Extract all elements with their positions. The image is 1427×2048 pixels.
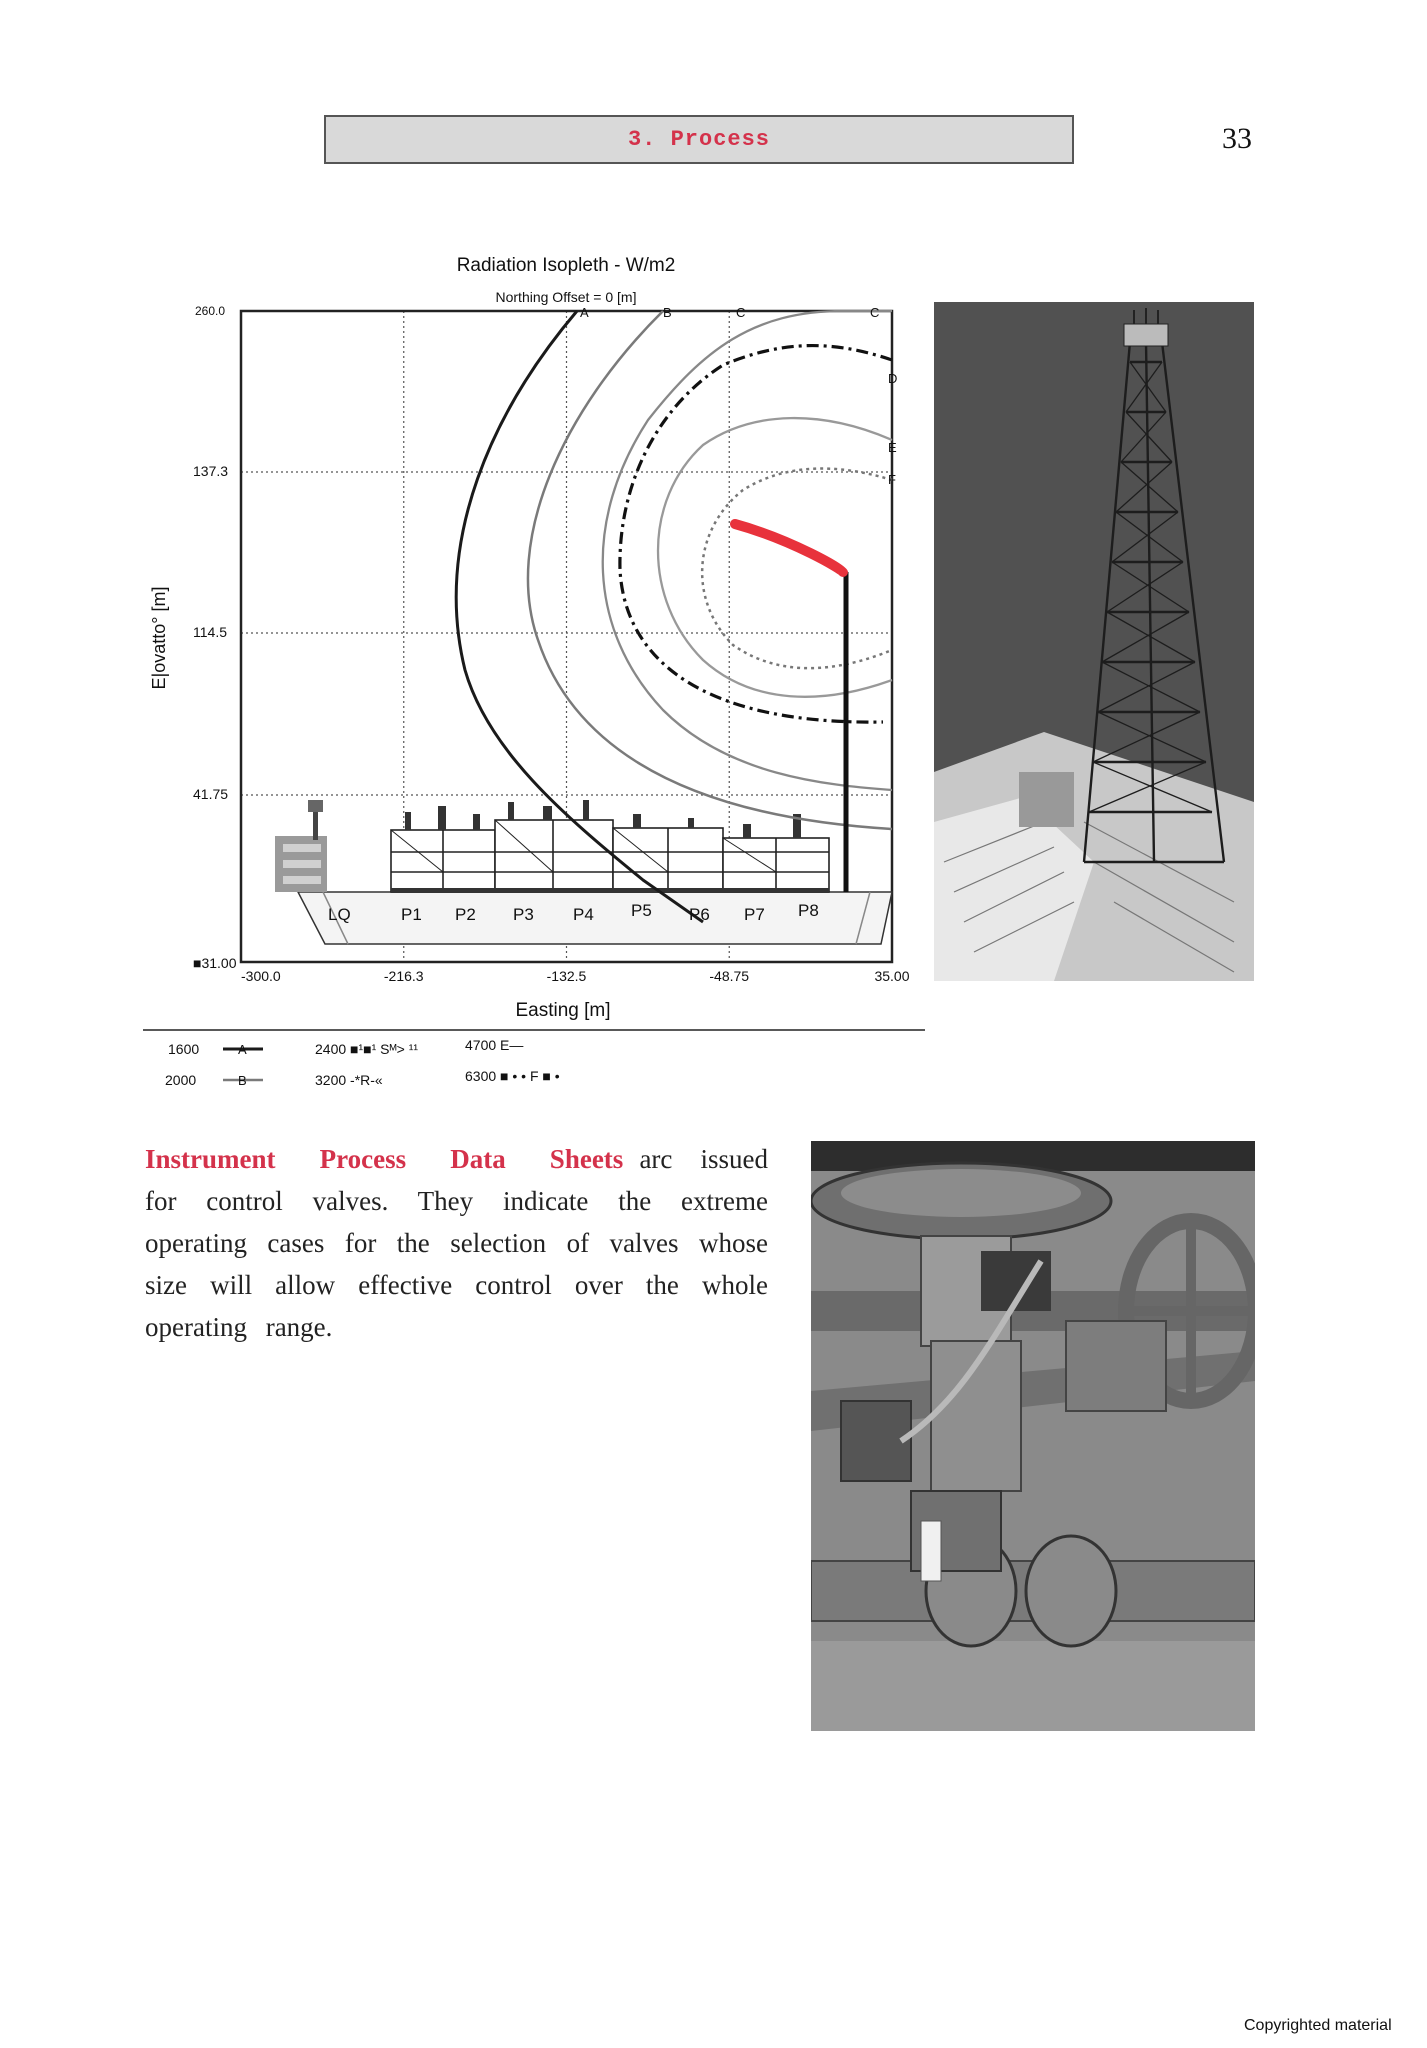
curve-label: E	[888, 440, 897, 455]
body-lead: Instrument Process Data Sheets	[145, 1144, 624, 1174]
platform-label: P1	[401, 905, 422, 924]
x-tick-label: -300.0	[241, 968, 281, 984]
legend-label: 4700 E—	[465, 1037, 524, 1053]
curve-label: B	[663, 305, 672, 320]
x-tick-label: -216.3	[383, 968, 424, 984]
flare-tower-photo	[934, 302, 1254, 981]
legend-label: 2400 ■¹■¹ Sᴹ> ¹¹	[315, 1041, 419, 1057]
body-paragraph	[145, 1138, 768, 1348]
curve-F	[702, 469, 892, 669]
y-axis-label: E|ovatto° [m]	[149, 586, 169, 690]
x-tick-label: -48.75	[709, 968, 750, 984]
x-axis-label: Easting [m]	[515, 1000, 611, 1021]
legend-label: 3200 -*R-«	[315, 1072, 383, 1088]
y-tick-label: 114.5	[193, 624, 227, 640]
legend-item-C	[315, 1041, 418, 1057]
platform-labels	[328, 901, 819, 924]
legend-item-E	[465, 1037, 523, 1053]
legend-label: 1600	[168, 1041, 200, 1057]
platform-label: P6	[689, 905, 710, 924]
x-tick-label: 35.00	[874, 968, 910, 984]
y-tick-labels	[193, 304, 237, 971]
legend-item-A	[168, 1041, 263, 1057]
section-header	[324, 115, 1074, 164]
platform-label: LQ	[328, 905, 351, 924]
copyright-notice: Copyrighted material	[1244, 2017, 1392, 2034]
y-tick-label: 137.3	[193, 463, 229, 479]
y-tick-label: 260.0	[195, 304, 226, 318]
x-tick-labels	[241, 968, 910, 984]
legend-label: 6300 ■ • • F ■ •	[465, 1068, 560, 1084]
curve-E	[658, 418, 892, 697]
platform-label: P2	[455, 905, 476, 924]
curve-label: D	[888, 371, 898, 386]
process-modules	[391, 820, 829, 892]
legend-label: 2000	[165, 1072, 197, 1088]
control-valve-photo	[811, 1141, 1255, 1731]
platform-label: P3	[513, 905, 534, 924]
page-number: 33	[1222, 122, 1252, 155]
legend-marker: B	[238, 1073, 247, 1088]
curve-labels	[580, 305, 897, 487]
curve-label: C	[736, 305, 746, 320]
legend	[165, 1037, 560, 1088]
platform-label: P7	[744, 905, 765, 924]
platform-label: P8	[798, 901, 819, 920]
platform-label: P4	[573, 905, 594, 924]
legend-item-F	[465, 1068, 560, 1084]
legend-marker: A	[238, 1042, 247, 1057]
chart-title: Radiation Isopleth - W/m2	[456, 255, 676, 276]
flare-flame	[735, 524, 843, 572]
y-tick-label: ■31.00	[193, 955, 237, 971]
curve-label: F	[888, 472, 896, 487]
curve-label: C	[870, 305, 880, 320]
curve-label: A	[580, 305, 589, 320]
curve-C	[603, 311, 892, 790]
body-rest: arc issued for control valves. They indicate the extreme operating cases for the selection of valves whose size will allow effective control over the whole operating range.	[145, 1144, 769, 1342]
radiation-isopleth-chart	[143, 240, 928, 1097]
legend-item-D	[315, 1072, 383, 1088]
x-tick-label: -132.5	[546, 968, 587, 984]
platform-label: P5	[631, 901, 652, 920]
y-tick-label: 41.75	[193, 786, 229, 802]
lq-module	[275, 800, 327, 892]
legend-item-B	[165, 1072, 263, 1088]
chart-subtitle: Northing Offset = 0 [m]	[495, 289, 637, 305]
section-title: 3. Process	[627, 127, 771, 152]
